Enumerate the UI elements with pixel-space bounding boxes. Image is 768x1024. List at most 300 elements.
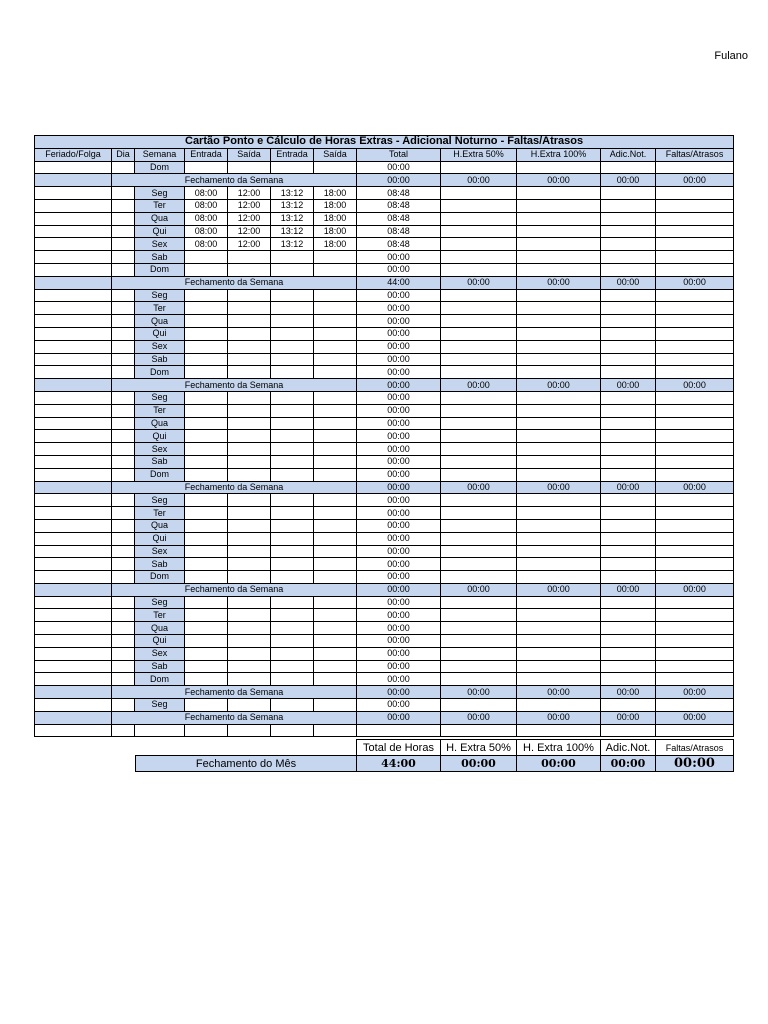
holiday-cell[interactable] (35, 417, 112, 430)
time-cell[interactable] (314, 391, 357, 404)
time-cell[interactable] (314, 596, 357, 609)
time-cell[interactable] (185, 327, 228, 340)
time-cell[interactable] (271, 519, 314, 532)
time-cell[interactable] (271, 391, 314, 404)
time-cell[interactable] (314, 507, 357, 520)
holiday-cell[interactable] (35, 455, 112, 468)
time-cell[interactable] (185, 699, 228, 712)
time-cell[interactable] (271, 430, 314, 443)
holiday-cell[interactable] (35, 609, 112, 622)
time-cell[interactable] (314, 635, 357, 648)
time-cell[interactable] (228, 443, 271, 456)
time-cell[interactable] (228, 251, 271, 264)
empty-cell (656, 494, 734, 507)
total-cell: 00:00 (357, 353, 441, 366)
week-close-faltas: 00:00 (656, 379, 734, 392)
time-cell[interactable] (185, 660, 228, 673)
total-cell: 00:00 (357, 404, 441, 417)
holiday-cell[interactable] (35, 532, 112, 545)
time-cell[interactable] (185, 417, 228, 430)
day-number-cell[interactable] (112, 340, 135, 353)
time-cell[interactable] (185, 647, 228, 660)
empty-cell (441, 430, 517, 443)
holiday-cell[interactable] (35, 660, 112, 673)
time-cell[interactable] (228, 660, 271, 673)
day-number-cell[interactable] (112, 596, 135, 609)
day-number-cell[interactable] (112, 507, 135, 520)
holiday-cell[interactable] (35, 622, 112, 635)
time-cell[interactable] (271, 545, 314, 558)
day-number-cell[interactable] (112, 673, 135, 686)
time-cell[interactable] (314, 327, 357, 340)
day-number-cell[interactable] (112, 263, 135, 276)
time-cell[interactable] (185, 391, 228, 404)
time-cell[interactable] (228, 494, 271, 507)
time-cell[interactable] (314, 263, 357, 276)
time-cell[interactable] (271, 507, 314, 520)
holiday-cell[interactable] (35, 545, 112, 558)
time-cell[interactable] (314, 494, 357, 507)
time-cell[interactable] (228, 673, 271, 686)
empty-cell (441, 327, 517, 340)
empty-cell (601, 225, 656, 238)
time-cell[interactable] (271, 340, 314, 353)
holiday-cell[interactable] (35, 315, 112, 328)
day-row (35, 532, 734, 545)
time-cell[interactable] (228, 468, 271, 481)
time-cell[interactable] (185, 571, 228, 584)
empty-cell (441, 468, 517, 481)
empty-cell (441, 315, 517, 328)
user-name: Fulano (714, 50, 748, 62)
weekday-cell: Ter (135, 507, 185, 520)
time-cell[interactable] (271, 353, 314, 366)
day-number-cell[interactable] (112, 315, 135, 328)
empty-cell (517, 635, 601, 648)
time-cell[interactable] (228, 596, 271, 609)
total-cell: 00:00 (357, 635, 441, 648)
empty-cell (601, 327, 656, 340)
time-cell[interactable] (185, 289, 228, 302)
day-number-cell[interactable] (112, 251, 135, 264)
week-close-spacer (35, 174, 112, 187)
time-cell[interactable] (271, 468, 314, 481)
time-cell[interactable] (228, 532, 271, 545)
time-cell[interactable]: 12:00 (228, 187, 271, 200)
time-cell[interactable]: 18:00 (314, 187, 357, 200)
holiday-cell[interactable] (35, 673, 112, 686)
empty-cell (35, 724, 112, 737)
time-cell[interactable] (314, 699, 357, 712)
time-cell[interactable] (228, 571, 271, 584)
summary-header: H. Extra 100% (517, 740, 601, 756)
time-cell[interactable] (185, 430, 228, 443)
column-header: Saída (228, 148, 271, 161)
time-cell[interactable] (228, 622, 271, 635)
day-number-cell[interactable] (112, 609, 135, 622)
time-cell[interactable]: 18:00 (314, 238, 357, 251)
weekday-cell: Dom (135, 263, 185, 276)
time-cell[interactable] (185, 455, 228, 468)
holiday-cell[interactable] (35, 699, 112, 712)
day-number-cell[interactable] (112, 238, 135, 251)
holiday-cell[interactable] (35, 251, 112, 264)
empty-cell (517, 558, 601, 571)
holiday-cell[interactable] (35, 302, 112, 315)
time-cell[interactable] (314, 289, 357, 302)
holiday-cell[interactable] (35, 289, 112, 302)
day-number-cell[interactable] (112, 366, 135, 379)
time-cell[interactable] (314, 340, 357, 353)
time-cell[interactable] (228, 263, 271, 276)
week-close-row (35, 481, 734, 494)
holiday-cell[interactable] (35, 571, 112, 584)
total-cell: 00:00 (357, 660, 441, 673)
time-cell[interactable] (228, 302, 271, 315)
day-number-cell[interactable] (112, 225, 135, 238)
empty-cell (601, 507, 656, 520)
time-cell[interactable]: 12:00 (228, 225, 271, 238)
column-header: H.Extra 50% (441, 148, 517, 161)
time-cell[interactable] (185, 673, 228, 686)
time-cell[interactable] (185, 622, 228, 635)
time-cell[interactable] (228, 315, 271, 328)
day-number-cell[interactable] (112, 558, 135, 571)
time-cell[interactable]: 13:12 (271, 199, 314, 212)
day-number-cell[interactable] (112, 391, 135, 404)
holiday-cell[interactable] (35, 161, 112, 174)
time-cell[interactable] (314, 443, 357, 456)
day-number-cell[interactable] (112, 417, 135, 430)
week-close-faltas: 00:00 (656, 711, 734, 724)
time-cell[interactable]: 13:12 (271, 238, 314, 251)
time-cell[interactable] (271, 404, 314, 417)
time-cell[interactable] (185, 251, 228, 264)
holiday-cell[interactable] (35, 340, 112, 353)
time-cell[interactable] (271, 622, 314, 635)
empty-cell (517, 404, 601, 417)
time-cell[interactable] (185, 340, 228, 353)
holiday-cell[interactable] (35, 558, 112, 571)
day-number-cell[interactable] (112, 571, 135, 584)
time-cell[interactable] (271, 635, 314, 648)
week-close-row (35, 276, 734, 289)
day-number-cell[interactable] (112, 647, 135, 660)
time-cell[interactable] (271, 327, 314, 340)
week-close-row (35, 711, 734, 724)
time-cell[interactable] (228, 455, 271, 468)
time-cell[interactable] (271, 609, 314, 622)
total-cell: 00:00 (357, 622, 441, 635)
day-number-cell[interactable] (112, 545, 135, 558)
time-cell[interactable]: 12:00 (228, 238, 271, 251)
weekday-cell: Dom (135, 468, 185, 481)
time-cell[interactable] (314, 455, 357, 468)
empty-cell (441, 494, 517, 507)
time-cell[interactable] (314, 251, 357, 264)
week-close-row (35, 379, 734, 392)
time-cell[interactable] (228, 635, 271, 648)
holiday-cell[interactable] (35, 391, 112, 404)
day-row (35, 468, 734, 481)
holiday-cell[interactable] (35, 187, 112, 200)
time-cell[interactable] (185, 161, 228, 174)
day-number-cell[interactable] (112, 430, 135, 443)
day-number-cell[interactable] (112, 353, 135, 366)
time-cell[interactable] (228, 699, 271, 712)
empty-cell (441, 263, 517, 276)
time-cell[interactable]: 12:00 (228, 212, 271, 225)
day-number-cell[interactable] (112, 455, 135, 468)
time-cell[interactable] (185, 494, 228, 507)
empty-cell (441, 673, 517, 686)
time-cell[interactable] (228, 430, 271, 443)
month-close-label: Fechamento do Mês (136, 756, 357, 772)
time-cell[interactable] (185, 545, 228, 558)
time-cell[interactable] (314, 468, 357, 481)
holiday-cell[interactable] (35, 635, 112, 648)
time-cell[interactable] (185, 404, 228, 417)
time-cell[interactable] (185, 366, 228, 379)
empty-cell (601, 699, 656, 712)
day-number-cell[interactable] (112, 635, 135, 648)
time-cell[interactable] (228, 519, 271, 532)
time-cell[interactable]: 08:00 (185, 238, 228, 251)
time-cell[interactable] (271, 161, 314, 174)
empty-cell (656, 609, 734, 622)
week-close-label: Fechamento da Semana (112, 174, 357, 187)
day-number-cell[interactable] (112, 660, 135, 673)
total-cell: 00:00 (357, 251, 441, 264)
time-cell[interactable] (314, 609, 357, 622)
empty-cell (517, 161, 601, 174)
time-cell[interactable]: 18:00 (314, 225, 357, 238)
time-cell[interactable] (314, 673, 357, 686)
time-cell[interactable] (314, 404, 357, 417)
time-cell[interactable] (314, 519, 357, 532)
time-cell[interactable]: 08:00 (185, 199, 228, 212)
day-number-cell[interactable] (112, 532, 135, 545)
holiday-cell[interactable] (35, 519, 112, 532)
holiday-cell[interactable] (35, 353, 112, 366)
day-number-cell[interactable] (112, 187, 135, 200)
time-cell[interactable] (271, 596, 314, 609)
holiday-cell[interactable] (35, 199, 112, 212)
time-cell[interactable] (185, 353, 228, 366)
day-number-cell[interactable] (112, 327, 135, 340)
holiday-cell[interactable] (35, 443, 112, 456)
holiday-cell[interactable] (35, 366, 112, 379)
time-cell[interactable]: 13:12 (271, 212, 314, 225)
empty-cell (517, 366, 601, 379)
day-row (35, 225, 734, 238)
time-cell[interactable]: 18:00 (314, 212, 357, 225)
day-number-cell[interactable] (112, 212, 135, 225)
total-cell: 00:00 (357, 468, 441, 481)
day-number-cell[interactable] (112, 404, 135, 417)
time-cell[interactable] (185, 507, 228, 520)
time-cell[interactable] (185, 635, 228, 648)
holiday-cell[interactable] (35, 238, 112, 251)
day-row (35, 199, 734, 212)
time-cell[interactable] (314, 430, 357, 443)
holiday-cell[interactable] (35, 212, 112, 225)
time-cell[interactable] (271, 660, 314, 673)
day-number-cell[interactable] (112, 443, 135, 456)
time-cell[interactable] (185, 596, 228, 609)
day-number-cell[interactable] (112, 622, 135, 635)
time-cell[interactable] (271, 647, 314, 660)
column-header: Entrada (185, 148, 228, 161)
time-cell[interactable] (271, 289, 314, 302)
blank-row (35, 724, 734, 737)
time-cell[interactable] (271, 494, 314, 507)
day-number-cell[interactable] (112, 289, 135, 302)
week-close-total: 00:00 (357, 174, 441, 187)
total-cell: 00:00 (357, 417, 441, 430)
time-cell[interactable] (314, 558, 357, 571)
holiday-cell[interactable] (35, 596, 112, 609)
time-cell[interactable] (185, 558, 228, 571)
time-cell[interactable]: 13:12 (271, 187, 314, 200)
time-cell[interactable] (314, 417, 357, 430)
weekday-cell: Sex (135, 238, 185, 251)
time-cell[interactable] (314, 366, 357, 379)
time-cell[interactable] (271, 263, 314, 276)
time-cell[interactable]: 18:00 (314, 199, 357, 212)
holiday-cell[interactable] (35, 468, 112, 481)
day-row (35, 596, 734, 609)
holiday-cell[interactable] (35, 404, 112, 417)
time-cell[interactable] (271, 302, 314, 315)
empty-cell (441, 519, 517, 532)
time-cell[interactable]: 08:00 (185, 187, 228, 200)
time-cell[interactable]: 08:00 (185, 212, 228, 225)
time-cell[interactable] (185, 468, 228, 481)
holiday-cell[interactable] (35, 430, 112, 443)
time-cell[interactable] (314, 353, 357, 366)
holiday-cell[interactable] (35, 263, 112, 276)
weekday-cell: Seg (135, 289, 185, 302)
time-cell[interactable] (185, 519, 228, 532)
weekday-cell: Qui (135, 430, 185, 443)
time-cell[interactable] (228, 289, 271, 302)
time-cell[interactable] (271, 443, 314, 456)
total-cell: 00:00 (357, 340, 441, 353)
time-cell[interactable] (228, 404, 271, 417)
day-number-cell[interactable] (112, 199, 135, 212)
time-cell[interactable] (271, 532, 314, 545)
empty-cell (441, 302, 517, 315)
time-cell[interactable] (228, 545, 271, 558)
summary-header: H. Extra 50% (441, 740, 517, 756)
time-cell[interactable] (228, 327, 271, 340)
time-cell[interactable] (271, 366, 314, 379)
time-cell[interactable] (228, 609, 271, 622)
sheet-title: Cartão Ponto e Cálculo de Horas Extras - Adicional Noturno - Faltas/Atrasos (35, 136, 734, 149)
time-cell[interactable] (271, 673, 314, 686)
empty-cell (656, 507, 734, 520)
day-row (35, 430, 734, 443)
empty-cell (656, 443, 734, 456)
time-cell[interactable] (228, 417, 271, 430)
empty-cell (517, 238, 601, 251)
column-header: Feriado/Folga (35, 148, 112, 161)
time-cell[interactable] (228, 353, 271, 366)
holiday-cell[interactable] (35, 507, 112, 520)
time-cell[interactable] (185, 302, 228, 315)
empty-cell (517, 353, 601, 366)
holiday-cell[interactable] (35, 225, 112, 238)
summary-value: 00:00 (601, 756, 656, 772)
time-cell[interactable] (185, 609, 228, 622)
time-cell[interactable] (271, 699, 314, 712)
time-cell[interactable] (228, 366, 271, 379)
time-cell[interactable] (271, 455, 314, 468)
time-cell[interactable] (314, 647, 357, 660)
time-cell[interactable] (271, 558, 314, 571)
time-cell[interactable] (271, 417, 314, 430)
time-cell[interactable] (228, 161, 271, 174)
time-cell[interactable] (271, 571, 314, 584)
holiday-cell[interactable] (35, 494, 112, 507)
empty-cell (601, 519, 656, 532)
day-number-cell[interactable] (112, 494, 135, 507)
empty-cell (228, 724, 271, 737)
day-number-cell[interactable] (112, 302, 135, 315)
time-cell[interactable] (271, 315, 314, 328)
time-cell[interactable] (185, 532, 228, 545)
time-cell[interactable] (314, 161, 357, 174)
summary-values-row (136, 756, 734, 772)
time-cell[interactable] (185, 315, 228, 328)
holiday-cell[interactable] (35, 327, 112, 340)
time-cell[interactable] (314, 545, 357, 558)
total-cell: 00:00 (357, 391, 441, 404)
time-cell[interactable] (271, 251, 314, 264)
time-cell[interactable] (314, 660, 357, 673)
day-number-cell[interactable] (112, 519, 135, 532)
week-close-he100: 00:00 (517, 276, 601, 289)
time-cell[interactable] (314, 532, 357, 545)
column-header: Entrada (271, 148, 314, 161)
time-cell[interactable] (314, 315, 357, 328)
time-cell[interactable] (314, 622, 357, 635)
time-cell[interactable] (185, 443, 228, 456)
empty-cell (656, 212, 734, 225)
holiday-cell[interactable] (35, 647, 112, 660)
time-cell[interactable] (314, 302, 357, 315)
time-cell[interactable]: 12:00 (228, 199, 271, 212)
empty-cell (601, 199, 656, 212)
time-cell[interactable]: 13:12 (271, 225, 314, 238)
time-cell[interactable] (314, 571, 357, 584)
time-cell[interactable]: 08:00 (185, 225, 228, 238)
time-cell[interactable] (228, 558, 271, 571)
day-row (35, 507, 734, 520)
empty-cell (441, 443, 517, 456)
time-cell[interactable] (228, 391, 271, 404)
empty-cell (601, 430, 656, 443)
total-cell: 00:00 (357, 519, 441, 532)
day-number-cell[interactable] (112, 468, 135, 481)
time-cell[interactable] (185, 263, 228, 276)
day-number-cell[interactable] (112, 699, 135, 712)
time-cell[interactable] (228, 340, 271, 353)
time-cell[interactable] (228, 507, 271, 520)
day-number-cell[interactable] (112, 161, 135, 174)
time-cell[interactable] (228, 647, 271, 660)
